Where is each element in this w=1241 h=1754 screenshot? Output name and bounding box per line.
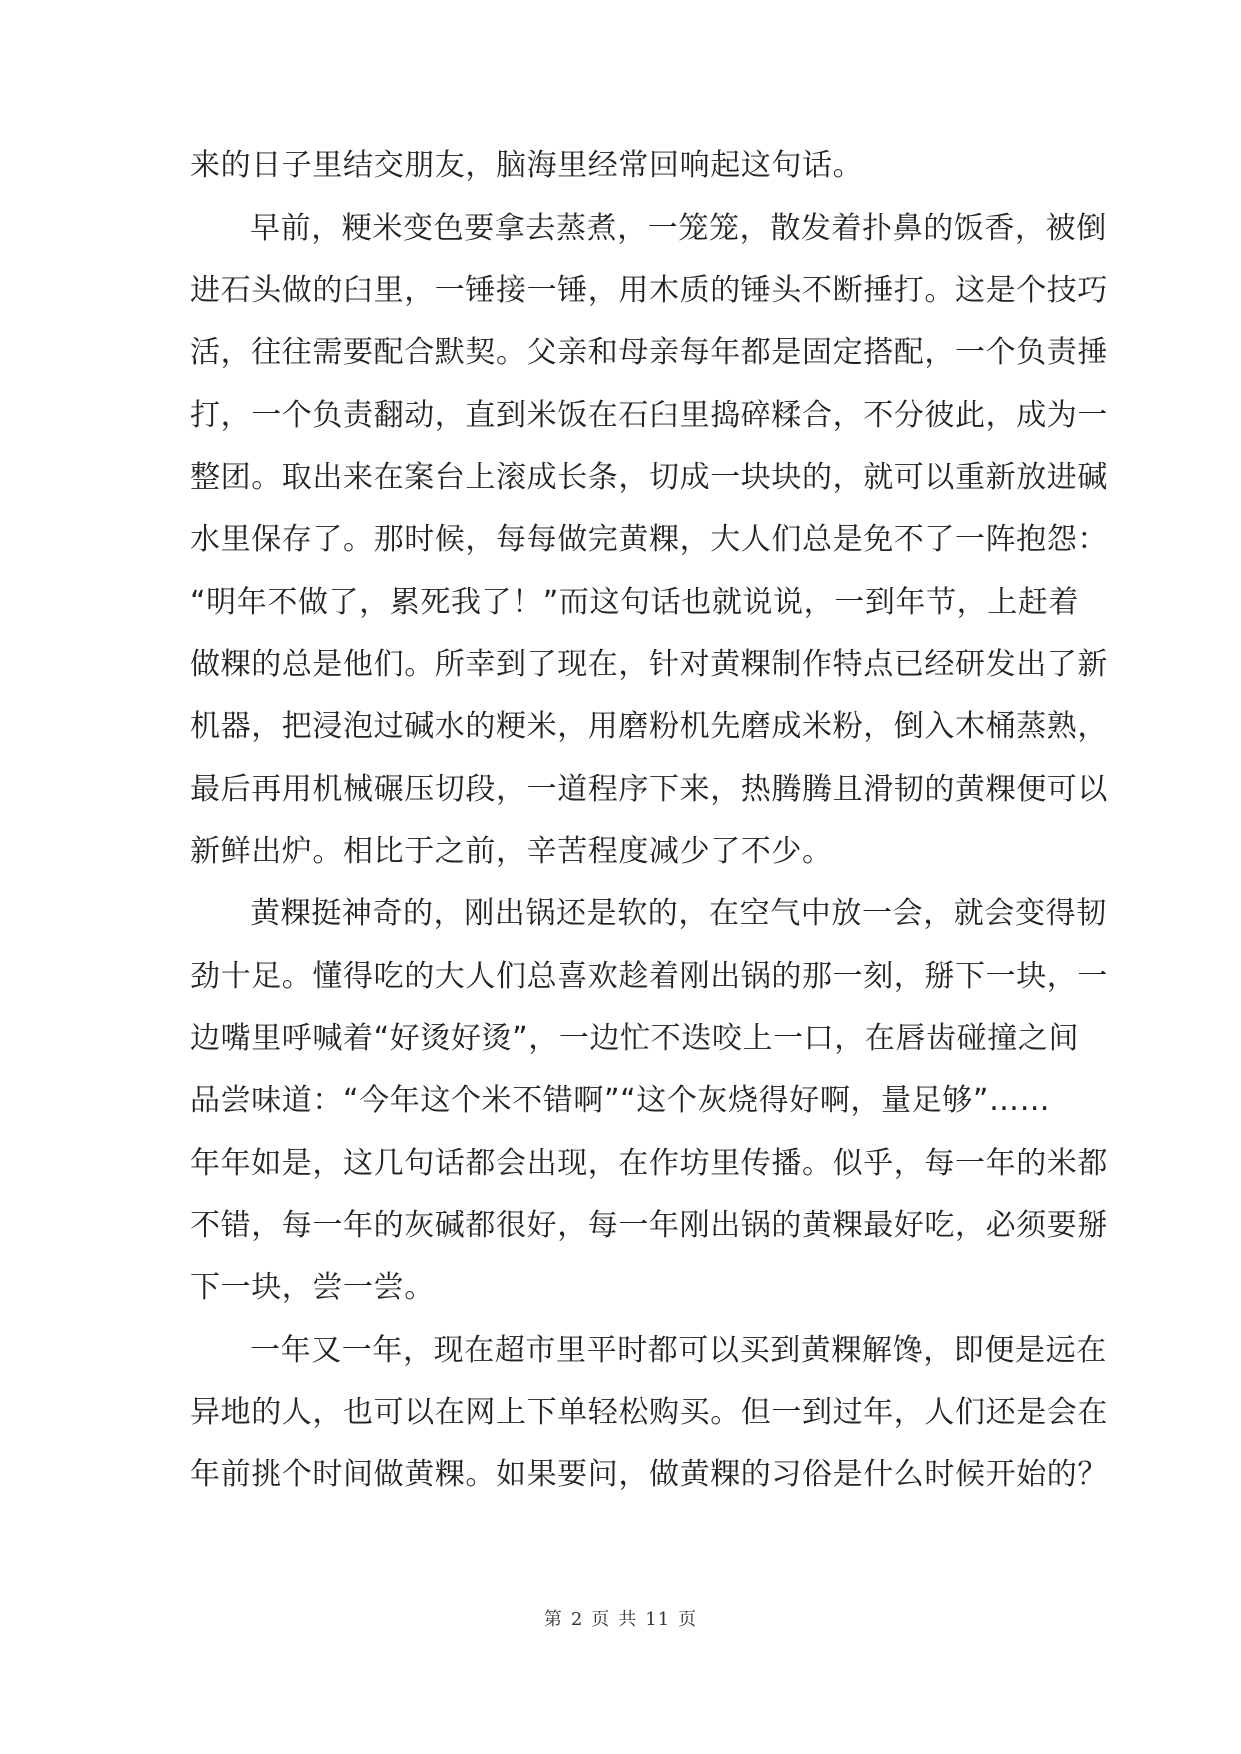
text-line: 年前挑个时间做黄粿。如果要问，做黄粿的习俗是什么时候开始的？ [190,1457,1108,1492]
text-line: 活，往往需要配合默契。父亲和母亲每年都是固定搭配，一个负责捶 [190,335,1108,370]
footer-total-unit: 页 [678,1609,698,1630]
text-line: 做粿的总是他们。所幸到了现在，针对黄粿制作特点已经研发出了新 [190,647,1108,682]
text-line: 不错，每一年的灰碱都很好，每一年刚出锅的黄粿最好吃，必须要掰 [190,1208,1108,1243]
text-line: 黄粿挺神奇的，刚出锅还是软的，在空气中放一会，就会变得韧 [250,896,1107,931]
text-line: 机器，把浸泡过碱水的粳米，用磨粉机先磨成米粉，倒入木桶蒸熟， [190,709,1108,744]
text-line: 水里保存了。那时候，每每做完黄粿，大人们总是免不了一阵抱怨： [190,522,1108,557]
text-line: 新鲜出炉。相比于之前，辛苦程度减少了不少。 [190,834,833,869]
text-line: 品尝味道：“今年这个米不错啊”“这个灰烧得好啊，量足够”…… [190,1083,1051,1118]
text-line: 最后再用机械碾压切段，一道程序下来，热腾腾且滑韧的黄粿便可以 [190,772,1108,807]
page-footer [0,1608,1241,1632]
footer-page-unit: 页 [591,1609,611,1630]
text-line: 边嘴里呼喊着“好烫好烫”，一边忙不迭咬上一口，在唇齿碰撞之间 [190,1021,1080,1056]
current-page-number: 2 [570,1609,584,1630]
text-line: “明年不做了，累死我了！”而这句话也就说说，一到年节，上赶着 [190,585,1080,620]
footer-total-prefix: 共 [618,1609,638,1630]
text-line: 一年又一年，现在超市里平时都可以买到黄粿解馋，即便是远在 [250,1333,1107,1368]
text-line: 整团。取出来在案台上滚成长条，切成一块块的，就可以重新放进碱 [190,460,1108,495]
text-line: 年年如是，这几句话都会出现，在作坊里传播。似乎，每一年的米都 [190,1146,1108,1181]
text-line: 打，一个负责翻动，直到米饭在石臼里捣碎糅合，不分彼此，成为一 [190,398,1108,433]
text-line: 早前，粳米变色要拿去蒸煮，一笼笼，散发着扑鼻的饭香，被倒 [250,211,1107,246]
total-pages-number: 11 [645,1609,671,1630]
text-line: 异地的人，也可以在网上下单轻松购买。但一到过年，人们还是会在 [190,1395,1108,1430]
footer-prefix: 第 [543,1609,563,1630]
text-line: 来的日子里结交朋友，脑海里经常回响起这句话。 [190,148,864,183]
text-line: 劲十足。懂得吃的大人们总喜欢趁着刚出锅的那一刻，掰下一块，一 [190,959,1108,994]
text-line: 下一块，尝一尝。 [190,1270,435,1305]
text-line: 进石头做的臼里，一锤接一锤，用木质的锤头不断捶打。这是个技巧 [190,273,1108,308]
